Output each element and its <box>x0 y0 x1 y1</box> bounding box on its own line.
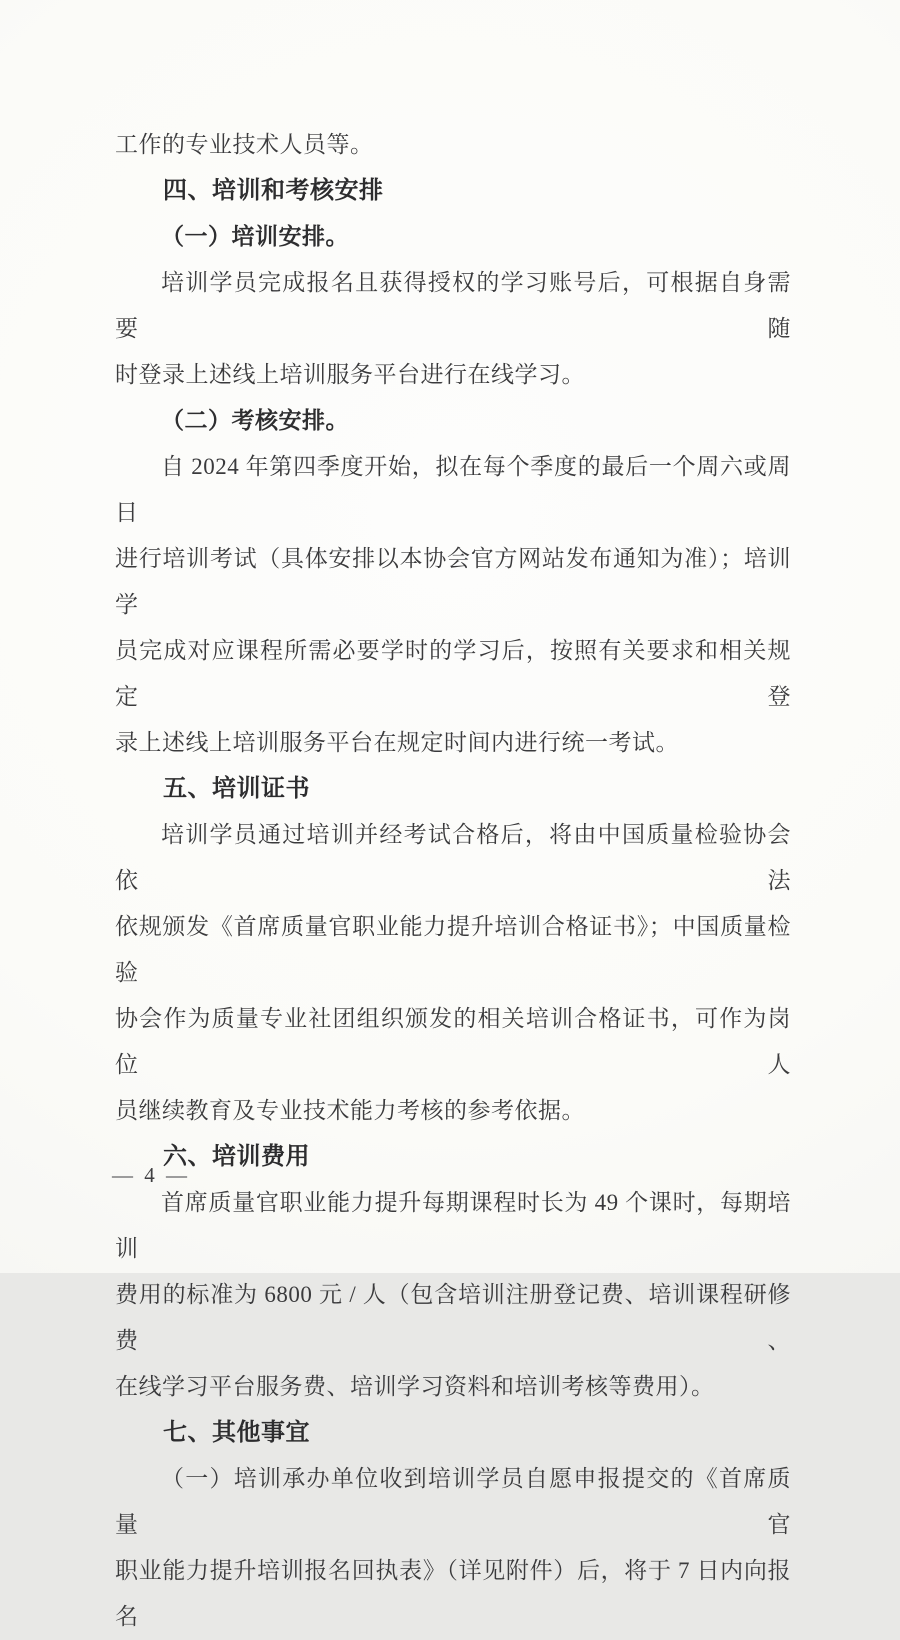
section-heading-5: 五、培训证书 <box>163 775 310 802</box>
body-line: 培训学员完成报名且获得授权的学习账号后，可根据自身需要随 <box>115 270 791 341</box>
body-line: 首席质量官职业能力提升每期课程时长为 49 个课时，每期培训 <box>115 1190 791 1261</box>
body-line: 培训学员通过培训并经考试合格后，将由中国质量检验协会依法 <box>115 822 791 893</box>
body-line: 自 2024 年第四季度开始，拟在每个季度的最后一个周六或周日 <box>115 454 791 525</box>
section-heading-4: 四、培训和考核安排 <box>163 177 384 204</box>
body-line: 职业能力提升培训报名回执表》（详见附件）后，将于 7 日内向报名 <box>115 1558 791 1629</box>
body-line: 进行培训考试（具体安排以本协会官方网站发布通知为准）；培训学 <box>115 546 791 617</box>
body-line: 录上述线上培训服务平台在规定时间内进行统一考试。 <box>115 730 679 755</box>
document-body <box>115 122 791 1640</box>
subsection-heading: （一）培训安排。 <box>161 224 349 249</box>
page-number: — 4 — <box>112 1163 190 1187</box>
body-line: 协会作为质量专业社团组织颁发的相关培训合格证书，可作为岗位人 <box>115 1006 791 1077</box>
body-line: 依规颁发《首席质量官职业能力提升培训合格证书》；中国质量检验 <box>115 914 791 985</box>
body-line: 在线学习平台服务费、培训学习资料和培训考核等费用）。 <box>115 1374 715 1399</box>
body-line: 员继续教育及专业技术能力考核的参考依据。 <box>115 1098 585 1123</box>
subsection-heading: （二）考核安排。 <box>161 408 349 433</box>
body-line: 员完成对应课程所需必要学时的学习后，按照有关要求和相关规定登 <box>115 638 791 709</box>
body-line: 工作的专业技术人员等。 <box>115 132 374 157</box>
section-heading-6: 六、培训费用 <box>163 1143 310 1170</box>
body-line: 时登录上述线上培训服务平台进行在线学习。 <box>115 362 585 387</box>
body-line: 费用的标准为 6800 元 / 人（包含培训注册登记费、培训课程研修费、 <box>115 1282 791 1353</box>
section-heading-7: 七、其他事宜 <box>163 1419 310 1446</box>
body-line: （一）培训承办单位收到培训学员自愿申报提交的《首席质量官 <box>115 1466 791 1537</box>
